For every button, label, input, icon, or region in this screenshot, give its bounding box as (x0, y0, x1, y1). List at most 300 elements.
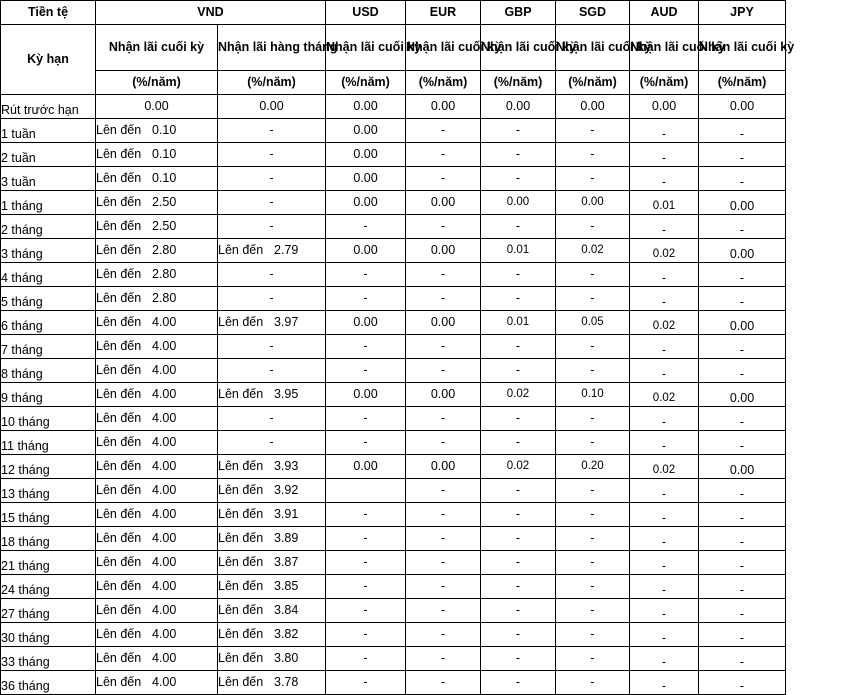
up-to-label: Lên đến (96, 243, 142, 257)
up-to-label: Lên đến (96, 675, 142, 689)
aud-rate-cell: 0.02 (630, 455, 699, 479)
eur-rate-cell: 0.00 (406, 239, 481, 263)
header-row-type (1, 25, 786, 71)
table-row (1, 575, 786, 599)
rate-value: 3.80 (274, 651, 299, 665)
up-to-label: Lên đến (96, 411, 142, 425)
up-to-label: Lên đến (96, 603, 142, 617)
eur-rate-cell: - (406, 335, 481, 359)
vnd-monthly-rate-cell (218, 311, 326, 335)
rate-value: 4.00 (152, 627, 177, 641)
table-row (1, 359, 786, 383)
term-cell: 5 tháng (1, 287, 96, 311)
eur-rate-cell: - (406, 527, 481, 551)
rate-value: 3.78 (274, 675, 299, 689)
usd-rate-cell: 0.00 (326, 311, 406, 335)
sgd-rate-cell: - (556, 407, 630, 431)
sgd-rate-cell: 0.10 (556, 383, 630, 407)
unit-label: (%/năm) (96, 71, 218, 95)
vnd-end-rate-cell (96, 551, 218, 575)
gbp-rate-cell: 0.01 (481, 239, 556, 263)
jpy-rate-cell: - (699, 407, 786, 431)
sgd-rate-cell: - (556, 551, 630, 575)
usd-rate-cell: - (326, 551, 406, 575)
jpy-rate-cell: 0.00 (699, 95, 786, 119)
jpy-rate-cell: - (699, 359, 786, 383)
sgd-rate-cell: - (556, 671, 630, 695)
rate-value: 3.92 (274, 483, 299, 497)
vnd-end-rate-cell (96, 119, 218, 143)
eur-rate-cell: - (406, 215, 481, 239)
vnd-end-rate-cell (96, 383, 218, 407)
aud-type-header: Nhận lãi cuối kỳ (630, 25, 699, 71)
eur-rate-cell: 0.00 (406, 311, 481, 335)
vnd-end-rate-cell (96, 503, 218, 527)
sgd-rate-cell: - (556, 335, 630, 359)
vnd-end-rate-cell (96, 479, 218, 503)
eur-rate-cell: - (406, 479, 481, 503)
table-row (1, 431, 786, 455)
aud-rate-cell: - (630, 407, 699, 431)
term-cell: 6 tháng (1, 311, 96, 335)
table-row (1, 623, 786, 647)
eur-header: EUR (406, 1, 481, 25)
aud-rate-cell: - (630, 335, 699, 359)
header-row-currency (1, 1, 786, 25)
usd-rate-cell: 0.00 (326, 167, 406, 191)
gbp-rate-cell: 0.01 (481, 311, 556, 335)
eur-rate-cell: - (406, 503, 481, 527)
eur-rate-cell: - (406, 359, 481, 383)
up-to-label: Lên đến (96, 339, 142, 353)
vnd-end-rate-cell (96, 647, 218, 671)
table-row (1, 647, 786, 671)
vnd-end-rate-cell (96, 167, 218, 191)
sgd-rate-cell: - (556, 575, 630, 599)
jpy-rate-cell: - (699, 527, 786, 551)
usd-rate-cell: - (326, 503, 406, 527)
gbp-rate-cell: - (481, 431, 556, 455)
up-to-label: Lên đến (96, 483, 142, 497)
sgd-rate-cell: - (556, 431, 630, 455)
rate-value: 4.00 (152, 459, 177, 473)
eur-rate-cell: - (406, 287, 481, 311)
aud-rate-cell: - (630, 623, 699, 647)
up-to-label: Lên đến (96, 531, 142, 545)
table-row (1, 503, 786, 527)
rate-value: 3.93 (274, 459, 299, 473)
sgd-rate-cell: - (556, 599, 630, 623)
aud-rate-cell: - (630, 527, 699, 551)
gbp-rate-cell: - (481, 167, 556, 191)
vnd-monthly-rate-cell: - (218, 143, 326, 167)
rate-value: 2.79 (274, 243, 299, 257)
vnd-monthly-rate-cell: - (218, 191, 326, 215)
term-cell: 15 tháng (1, 503, 96, 527)
usd-rate-cell: 0.00 (326, 191, 406, 215)
rate-value: 3.85 (274, 579, 299, 593)
up-to-label: Lên đến (96, 195, 142, 209)
term-cell: 3 tuần (1, 167, 96, 191)
vnd-monthly-rate-cell (218, 551, 326, 575)
unit-label: (%/năm) (218, 71, 326, 95)
gbp-rate-cell: 0.00 (481, 191, 556, 215)
up-to-label: Lên đến (96, 507, 142, 521)
sgd-rate-cell: - (556, 503, 630, 527)
rate-value: 4.00 (152, 675, 177, 689)
term-cell: 10 tháng (1, 407, 96, 431)
sgd-rate-cell: 0.20 (556, 455, 630, 479)
eur-rate-cell: - (406, 599, 481, 623)
term-cell: 33 tháng (1, 647, 96, 671)
jpy-rate-cell: - (699, 575, 786, 599)
unit-label: (%/năm) (326, 71, 406, 95)
gbp-rate-cell: - (481, 599, 556, 623)
unit-label: (%/năm) (556, 71, 630, 95)
table-row (1, 551, 786, 575)
vnd-monthly-rate-cell (218, 383, 326, 407)
term-cell: 2 tháng (1, 215, 96, 239)
usd-rate-cell: - (326, 335, 406, 359)
eur-rate-cell: - (406, 671, 481, 695)
aud-rate-cell: - (630, 215, 699, 239)
jpy-header: JPY (699, 1, 786, 25)
eur-rate-cell: - (406, 575, 481, 599)
gbp-rate-cell: - (481, 287, 556, 311)
vnd-monthly-rate-cell (218, 575, 326, 599)
sgd-rate-cell: - (556, 647, 630, 671)
rate-value: 4.00 (152, 339, 177, 353)
usd-rate-cell: 0.00 (326, 95, 406, 119)
usd-rate-cell (326, 479, 406, 503)
vnd-header: VND (96, 1, 326, 25)
term-cell: 30 tháng (1, 623, 96, 647)
table-row (1, 527, 786, 551)
jpy-rate-cell: - (699, 143, 786, 167)
usd-rate-cell: - (326, 287, 406, 311)
vnd-monthly-rate-cell (218, 479, 326, 503)
vnd-monthly-rate-cell: - (218, 119, 326, 143)
up-to-label: Lên đến (218, 603, 264, 617)
rate-value: 0.10 (152, 147, 177, 161)
aud-rate-cell: - (630, 599, 699, 623)
table-row (1, 335, 786, 359)
rate-value: 4.00 (152, 507, 177, 521)
up-to-label: Lên đến (218, 531, 264, 545)
table-row (1, 119, 786, 143)
sgd-rate-cell: - (556, 287, 630, 311)
term-cell: 4 tháng (1, 263, 96, 287)
aud-rate-cell: - (630, 647, 699, 671)
up-to-label: Lên đến (96, 579, 142, 593)
jpy-rate-cell: - (699, 551, 786, 575)
aud-rate-cell: - (630, 263, 699, 287)
aud-rate-cell: - (630, 287, 699, 311)
table-row (1, 479, 786, 503)
rate-value: 4.00 (152, 315, 177, 329)
term-cell: 11 tháng (1, 431, 96, 455)
jpy-rate-cell: - (699, 647, 786, 671)
sgd-rate-cell: - (556, 143, 630, 167)
up-to-label: Lên đến (218, 507, 264, 521)
vnd-monthly-rate-cell: - (218, 215, 326, 239)
term-cell: 27 tháng (1, 599, 96, 623)
table-row (1, 287, 786, 311)
gbp-header: GBP (481, 1, 556, 25)
sgd-rate-cell: 0.00 (556, 95, 630, 119)
table-row (1, 239, 786, 263)
rate-value: 2.80 (152, 243, 177, 257)
sgd-rate-cell: - (556, 479, 630, 503)
usd-rate-cell: - (326, 215, 406, 239)
unit-label: (%/năm) (406, 71, 481, 95)
rate-value: 4.00 (152, 651, 177, 665)
up-to-label: Lên đến (96, 219, 142, 233)
vnd-end-rate-cell (96, 335, 218, 359)
table-row (1, 95, 786, 119)
jpy-rate-cell: - (699, 623, 786, 647)
vnd-end-rate-cell (96, 407, 218, 431)
up-to-label: Lên đến (218, 555, 264, 569)
usd-rate-cell: 0.00 (326, 143, 406, 167)
jpy-rate-cell: - (699, 479, 786, 503)
gbp-rate-cell: - (481, 263, 556, 287)
up-to-label: Lên đến (218, 387, 264, 401)
vnd-monthly-rate-cell: - (218, 407, 326, 431)
vnd-end-rate-cell (96, 455, 218, 479)
jpy-rate-cell: - (699, 335, 786, 359)
rate-value: 0.10 (152, 171, 177, 185)
vnd-end-rate-cell (96, 359, 218, 383)
vnd-end-rate-cell (96, 575, 218, 599)
jpy-rate-cell: - (699, 119, 786, 143)
table-row (1, 383, 786, 407)
term-cell: 24 tháng (1, 575, 96, 599)
table-row (1, 671, 786, 695)
term-cell: 8 tháng (1, 359, 96, 383)
rate-value: 2.50 (152, 219, 177, 233)
up-to-label: Lên đến (96, 291, 142, 305)
currency-label: Tiền tệ (1, 1, 96, 25)
vnd-end-rate-cell (96, 239, 218, 263)
vnd-end-header: Nhận lãi cuối kỳ (96, 25, 218, 71)
unit-label: (%/năm) (699, 71, 786, 95)
vnd-end-rate-cell (96, 623, 218, 647)
eur-rate-cell: - (406, 143, 481, 167)
aud-rate-cell: - (630, 551, 699, 575)
usd-rate-cell: - (326, 263, 406, 287)
jpy-rate-cell: - (699, 263, 786, 287)
vnd-monthly-rate-cell (218, 239, 326, 263)
vnd-monthly-rate-cell: - (218, 335, 326, 359)
vnd-end-rate-cell (96, 527, 218, 551)
aud-rate-cell: - (630, 575, 699, 599)
sgd-rate-cell: - (556, 527, 630, 551)
rate-value: 3.84 (274, 603, 299, 617)
vnd-end-rate-cell (96, 191, 218, 215)
vnd-monthly-rate-cell: - (218, 167, 326, 191)
gbp-rate-cell: - (481, 335, 556, 359)
jpy-rate-cell: - (699, 167, 786, 191)
usd-type-header: Nhận lãi cuối kỳ (326, 25, 406, 71)
up-to-label: Lên đến (96, 147, 142, 161)
eur-rate-cell: - (406, 119, 481, 143)
rate-value: 4.00 (152, 387, 177, 401)
aud-rate-cell: - (630, 479, 699, 503)
up-to-label: Lên đến (218, 651, 264, 665)
term-cell: 13 tháng (1, 479, 96, 503)
rate-value: 0.10 (152, 123, 177, 137)
aud-rate-cell: 0.01 (630, 191, 699, 215)
sgd-rate-cell: - (556, 359, 630, 383)
jpy-type-header: Nhận lãi cuối kỳ (699, 25, 786, 71)
gbp-rate-cell: - (481, 671, 556, 695)
jpy-rate-cell: - (699, 503, 786, 527)
rate-value: 3.89 (274, 531, 299, 545)
up-to-label: Lên đến (96, 651, 142, 665)
term-cell: 21 tháng (1, 551, 96, 575)
gbp-rate-cell: - (481, 551, 556, 575)
table-row (1, 455, 786, 479)
gbp-rate-cell: - (481, 119, 556, 143)
usd-header: USD (326, 1, 406, 25)
vnd-end-rate-cell (96, 143, 218, 167)
table-row (1, 191, 786, 215)
term-cell: 12 tháng (1, 455, 96, 479)
jpy-rate-cell: - (699, 431, 786, 455)
aud-rate-cell: - (630, 167, 699, 191)
usd-rate-cell: 0.00 (326, 239, 406, 263)
table-row (1, 263, 786, 287)
up-to-label: Lên đến (218, 627, 264, 641)
up-to-label: Lên đến (96, 387, 142, 401)
jpy-rate-cell: - (699, 599, 786, 623)
unit-label: (%/năm) (481, 71, 556, 95)
up-to-label: Lên đến (96, 627, 142, 641)
term-label: Kỳ hạn (1, 25, 96, 95)
term-cell: Rút trước hạn (1, 95, 96, 119)
usd-rate-cell: - (326, 623, 406, 647)
up-to-label: Lên đến (218, 243, 264, 257)
up-to-label: Lên đến (218, 483, 264, 497)
usd-rate-cell: - (326, 527, 406, 551)
gbp-rate-cell: - (481, 359, 556, 383)
term-cell: 2 tuần (1, 143, 96, 167)
usd-rate-cell: - (326, 599, 406, 623)
usd-rate-cell: - (326, 407, 406, 431)
jpy-rate-cell: 0.00 (699, 191, 786, 215)
rate-value: 4.00 (152, 435, 177, 449)
gbp-rate-cell: - (481, 623, 556, 647)
eur-rate-cell: - (406, 647, 481, 671)
eur-rate-cell: - (406, 623, 481, 647)
vnd-monthly-rate-cell: - (218, 287, 326, 311)
vnd-monthly-rate-cell (218, 623, 326, 647)
usd-rate-cell: - (326, 359, 406, 383)
term-cell: 9 tháng (1, 383, 96, 407)
gbp-rate-cell: 0.02 (481, 383, 556, 407)
aud-rate-cell: - (630, 671, 699, 695)
up-to-label: Lên đến (96, 171, 142, 185)
table-row (1, 599, 786, 623)
eur-rate-cell: 0.00 (406, 191, 481, 215)
sgd-rate-cell: 0.00 (556, 191, 630, 215)
rate-value: 2.50 (152, 195, 177, 209)
sgd-rate-cell: 0.05 (556, 311, 630, 335)
up-to-label: Lên đến (218, 675, 264, 689)
vnd-monthly-rate-cell (218, 671, 326, 695)
aud-rate-cell: - (630, 431, 699, 455)
aud-rate-cell: - (630, 359, 699, 383)
jpy-rate-cell: 0.00 (699, 239, 786, 263)
gbp-rate-cell: - (481, 215, 556, 239)
sgd-rate-cell: - (556, 119, 630, 143)
vnd-monthly-rate-cell (218, 455, 326, 479)
table-row (1, 143, 786, 167)
up-to-label: Lên đến (96, 363, 142, 377)
up-to-label: Lên đến (96, 123, 142, 137)
gbp-rate-cell: - (481, 647, 556, 671)
gbp-rate-cell: - (481, 479, 556, 503)
up-to-label: Lên đến (218, 579, 264, 593)
aud-rate-cell: - (630, 119, 699, 143)
gbp-rate-cell: - (481, 575, 556, 599)
vnd-end-rate-cell (96, 311, 218, 335)
jpy-rate-cell: 0.00 (699, 455, 786, 479)
term-cell: 3 tháng (1, 239, 96, 263)
vnd-monthly-rate-cell (218, 647, 326, 671)
vnd-end-rate-cell (96, 215, 218, 239)
vnd-end-rate-cell: 0.00 (96, 95, 218, 119)
aud-rate-cell: 0.02 (630, 239, 699, 263)
gbp-rate-cell: 0.02 (481, 455, 556, 479)
rate-value: 3.95 (274, 387, 299, 401)
rate-value: 2.80 (152, 291, 177, 305)
jpy-rate-cell: - (699, 671, 786, 695)
rate-value: 3.91 (274, 507, 299, 521)
aud-rate-cell: - (630, 143, 699, 167)
up-to-label: Lên đến (96, 315, 142, 329)
table-row (1, 407, 786, 431)
usd-rate-cell: - (326, 431, 406, 455)
eur-type-header: Nhận lãi cuối kỳ (406, 25, 481, 71)
eur-rate-cell: 0.00 (406, 455, 481, 479)
usd-rate-cell: 0.00 (326, 383, 406, 407)
rate-value: 4.00 (152, 603, 177, 617)
table-row (1, 215, 786, 239)
eur-rate-cell: 0.00 (406, 95, 481, 119)
header-row-unit (1, 71, 786, 95)
vnd-monthly-rate-cell (218, 527, 326, 551)
aud-rate-cell: 0.00 (630, 95, 699, 119)
vnd-end-rate-cell (96, 671, 218, 695)
table-row (1, 311, 786, 335)
rate-value: 4.00 (152, 531, 177, 545)
vnd-monthly-header: Nhận lãi hàng tháng (218, 25, 326, 71)
gbp-rate-cell: - (481, 143, 556, 167)
gbp-rate-cell: - (481, 407, 556, 431)
rate-value: 3.97 (274, 315, 299, 329)
sgd-header: SGD (556, 1, 630, 25)
eur-rate-cell: - (406, 551, 481, 575)
rate-value: 2.80 (152, 267, 177, 281)
vnd-monthly-rate-cell: - (218, 359, 326, 383)
rate-value: 4.00 (152, 411, 177, 425)
gbp-rate-cell: - (481, 503, 556, 527)
rate-value: 4.00 (152, 363, 177, 377)
aud-rate-cell: - (630, 503, 699, 527)
rate-value: 4.00 (152, 483, 177, 497)
